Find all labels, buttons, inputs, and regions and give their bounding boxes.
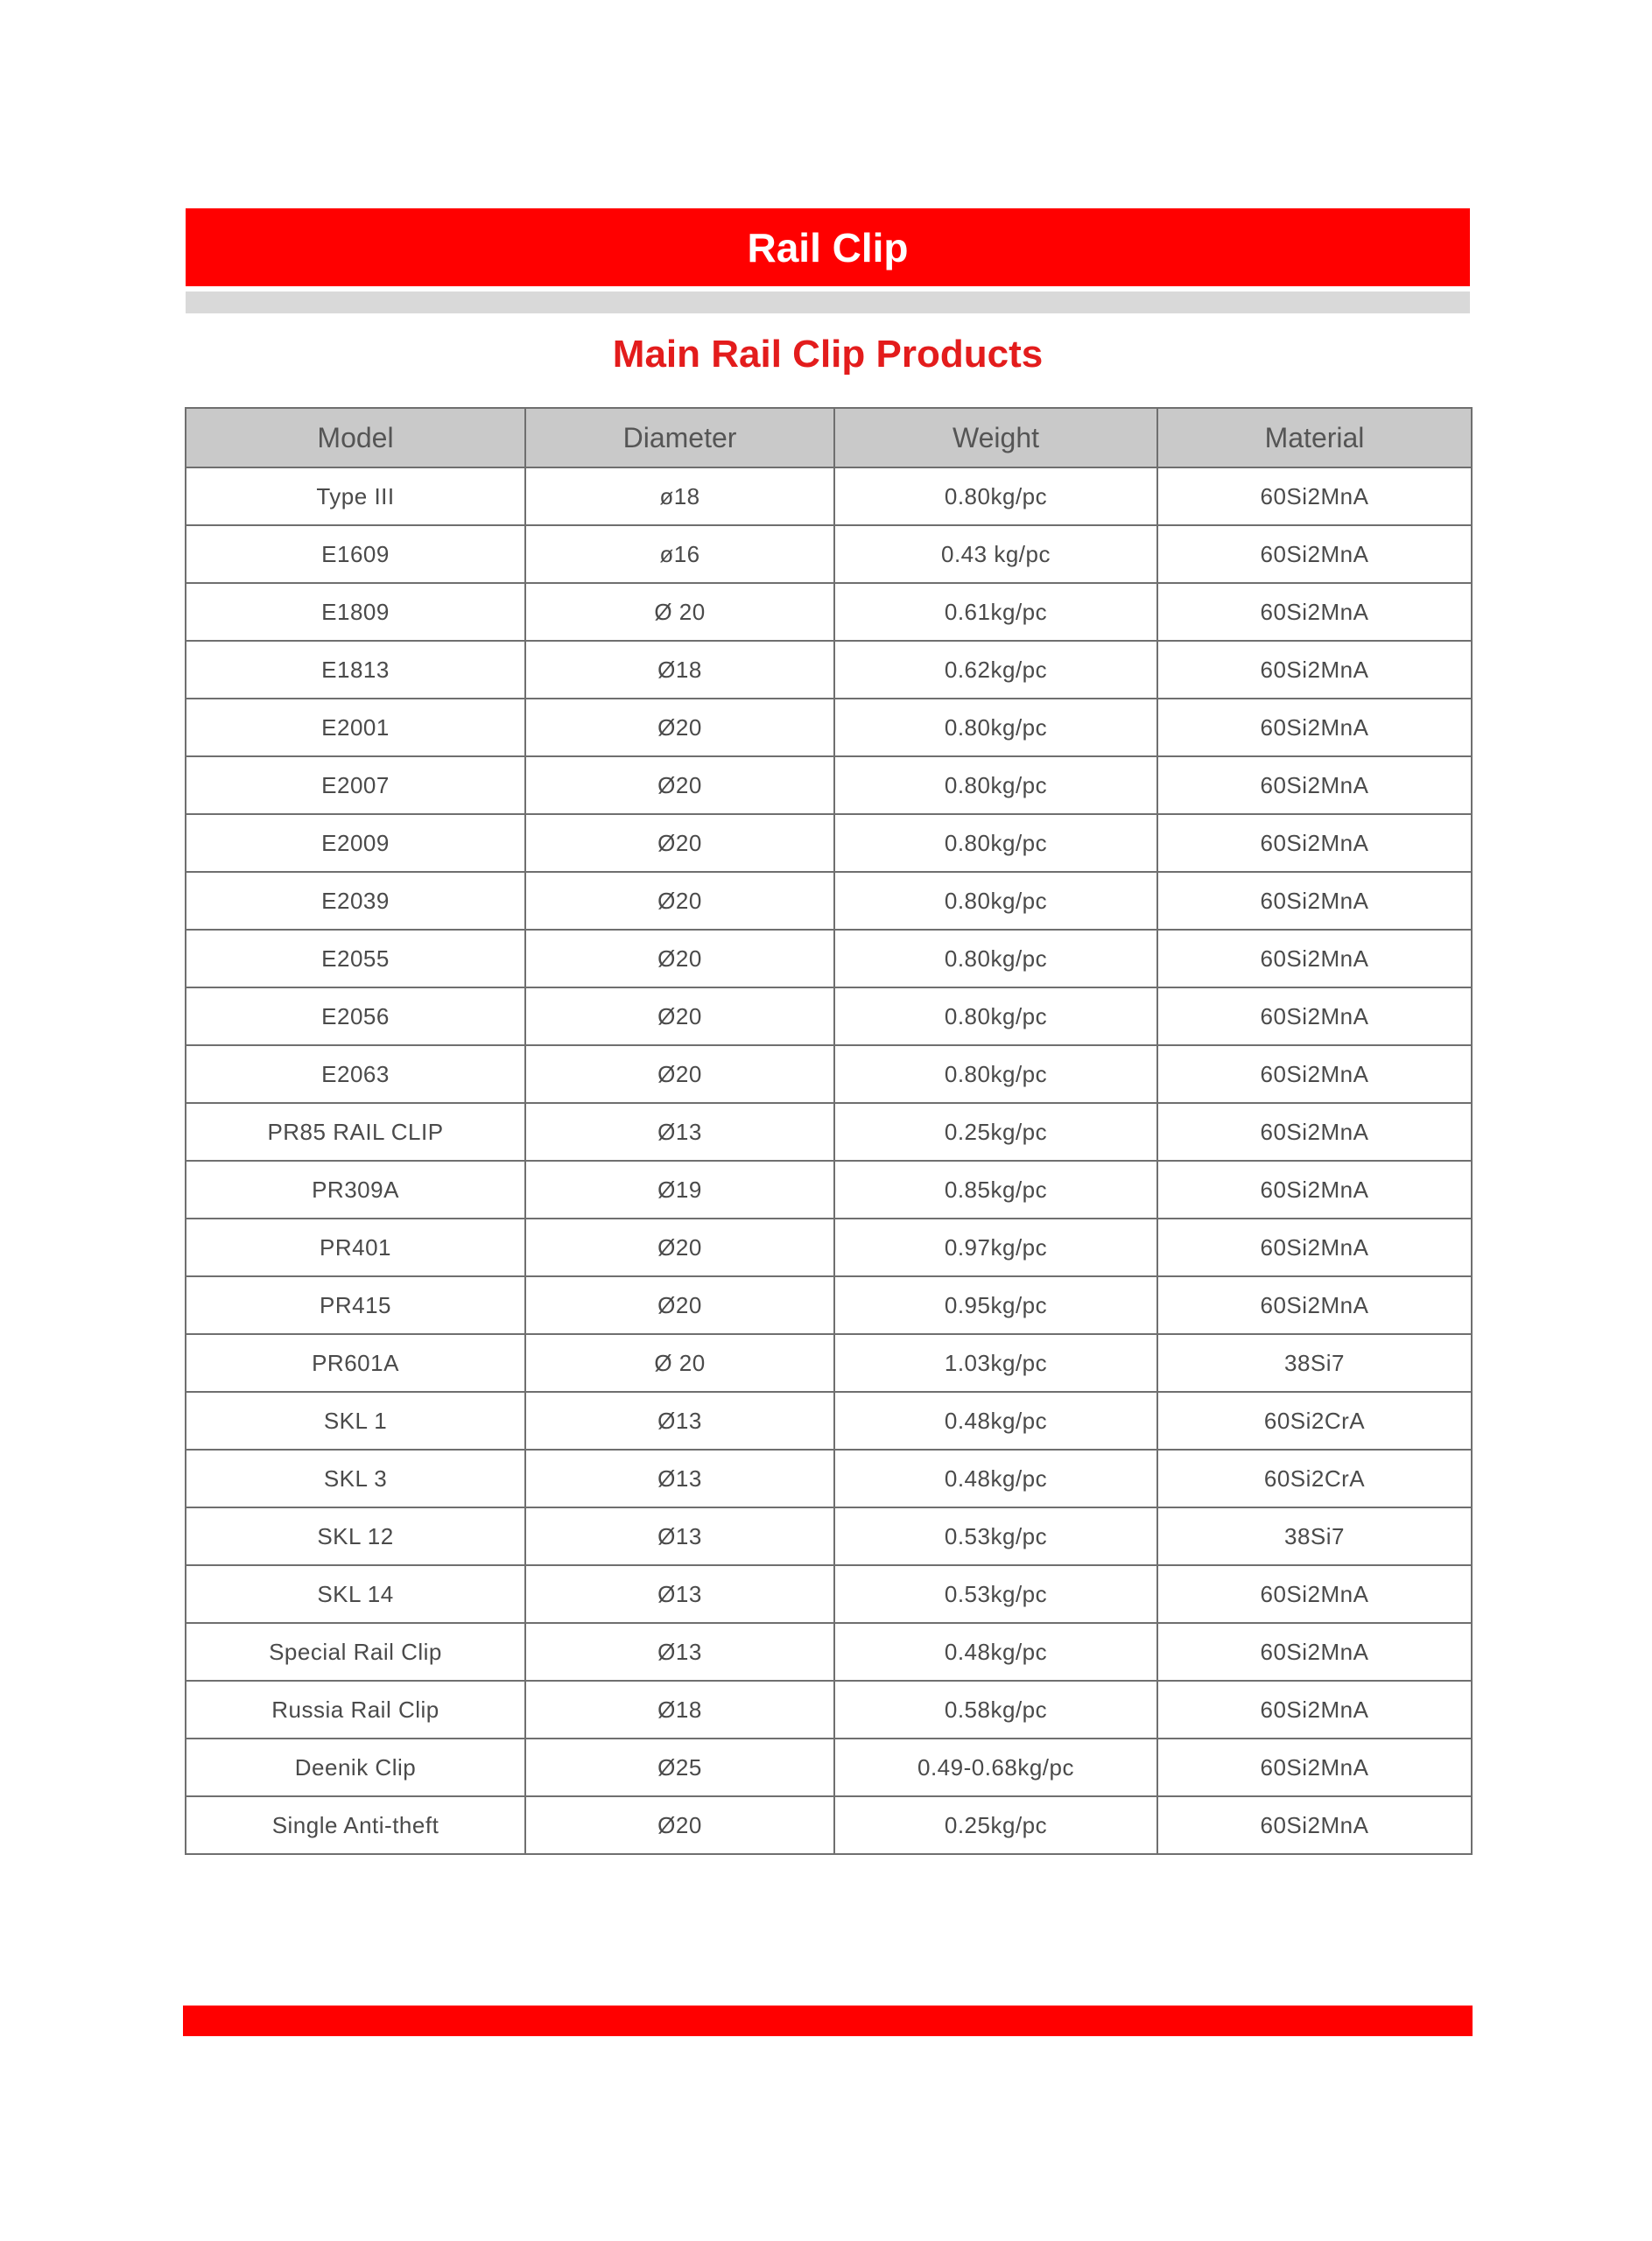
cell-model: SKL 3 xyxy=(186,1450,525,1507)
table-row xyxy=(186,1276,1472,1334)
cell-weight: 0.62kg/pc xyxy=(834,641,1157,699)
cell-weight: 0.48kg/pc xyxy=(834,1623,1157,1681)
cell-model: PR309A xyxy=(186,1161,525,1219)
table-row xyxy=(186,872,1472,930)
cell-weight: 0.25kg/pc xyxy=(834,1796,1157,1854)
table-row xyxy=(186,1681,1472,1739)
table-row xyxy=(186,1565,1472,1623)
cell-weight: 0.80kg/pc xyxy=(834,930,1157,987)
table-row xyxy=(186,525,1472,583)
cell-model: E2039 xyxy=(186,872,525,930)
cell-material: 60Si2MnA xyxy=(1157,641,1472,699)
cell-diameter: Ø25 xyxy=(525,1739,834,1796)
cell-weight: 0.43 kg/pc xyxy=(834,525,1157,583)
cell-model: Special Rail Clip xyxy=(186,1623,525,1681)
cell-diameter: Ø20 xyxy=(525,756,834,814)
cell-model: E1809 xyxy=(186,583,525,641)
table-row xyxy=(186,987,1472,1045)
table-row xyxy=(186,1045,1472,1103)
cell-material: 60Si2MnA xyxy=(1157,525,1472,583)
table-row xyxy=(186,699,1472,756)
table-row xyxy=(186,1219,1472,1276)
table-row xyxy=(186,1623,1472,1681)
cell-diameter: Ø18 xyxy=(525,1681,834,1739)
cell-diameter: Ø 20 xyxy=(525,1334,834,1392)
column-header-material: Material xyxy=(1157,408,1472,467)
cell-model: Type III xyxy=(186,467,525,525)
cell-material: 60Si2MnA xyxy=(1157,1103,1472,1161)
cell-model: SKL 12 xyxy=(186,1507,525,1565)
cell-model: E1813 xyxy=(186,641,525,699)
footer-bar xyxy=(183,2006,1473,2036)
section-title: Main Rail Clip Products xyxy=(612,333,1044,376)
table-row xyxy=(186,756,1472,814)
cell-model: Single Anti-theft xyxy=(186,1796,525,1854)
cell-model: E1609 xyxy=(186,525,525,583)
banner-divider-strip xyxy=(186,292,1470,313)
cell-weight: 0.53kg/pc xyxy=(834,1507,1157,1565)
cell-material: 60Si2MnA xyxy=(1157,1045,1472,1103)
table-row xyxy=(186,467,1472,525)
cell-diameter: Ø20 xyxy=(525,1219,834,1276)
cell-weight: 0.48kg/pc xyxy=(834,1450,1157,1507)
table-row xyxy=(186,1334,1472,1392)
cell-diameter: Ø20 xyxy=(525,987,834,1045)
cell-weight: 0.80kg/pc xyxy=(834,756,1157,814)
cell-material: 60Si2MnA xyxy=(1157,467,1472,525)
table-row xyxy=(186,1796,1472,1854)
cell-diameter: Ø13 xyxy=(525,1392,834,1450)
column-header-diameter: Diameter xyxy=(525,408,834,467)
cell-model: E2001 xyxy=(186,699,525,756)
cell-weight: 0.95kg/pc xyxy=(834,1276,1157,1334)
banner-title: Rail Clip xyxy=(747,224,909,270)
cell-material: 38Si7 xyxy=(1157,1507,1472,1565)
cell-weight: 0.80kg/pc xyxy=(834,814,1157,872)
cell-material: 38Si7 xyxy=(1157,1334,1472,1392)
cell-diameter: Ø13 xyxy=(525,1623,834,1681)
cell-model: E2055 xyxy=(186,930,525,987)
cell-weight: 0.80kg/pc xyxy=(834,1045,1157,1103)
cell-material: 60Si2MnA xyxy=(1157,756,1472,814)
cell-material: 60Si2MnA xyxy=(1157,583,1472,641)
table-header-row xyxy=(186,408,1472,467)
cell-weight: 0.61kg/pc xyxy=(834,583,1157,641)
table-row xyxy=(186,814,1472,872)
cell-weight: 0.80kg/pc xyxy=(834,987,1157,1045)
cell-model: PR601A xyxy=(186,1334,525,1392)
cell-diameter: ø16 xyxy=(525,525,834,583)
cell-weight: 1.03kg/pc xyxy=(834,1334,1157,1392)
cell-weight: 0.97kg/pc xyxy=(834,1219,1157,1276)
table-row xyxy=(186,1507,1472,1565)
cell-model: Deenik Clip xyxy=(186,1739,525,1796)
cell-material: 60Si2MnA xyxy=(1157,699,1472,756)
cell-diameter: ø18 xyxy=(525,467,834,525)
table-row xyxy=(186,930,1472,987)
cell-model: SKL 14 xyxy=(186,1565,525,1623)
cell-material: 60Si2MnA xyxy=(1157,930,1472,987)
column-header-model: Model xyxy=(186,408,525,467)
cell-diameter: Ø20 xyxy=(525,1276,834,1334)
table-row xyxy=(186,1450,1472,1507)
cell-weight: 0.80kg/pc xyxy=(834,699,1157,756)
cell-weight: 0.48kg/pc xyxy=(834,1392,1157,1450)
cell-material: 60Si2MnA xyxy=(1157,1219,1472,1276)
cell-material: 60Si2CrA xyxy=(1157,1392,1472,1450)
cell-material: 60Si2MnA xyxy=(1157,1161,1472,1219)
cell-diameter: Ø18 xyxy=(525,641,834,699)
cell-material: 60Si2MnA xyxy=(1157,1565,1472,1623)
cell-material: 60Si2MnA xyxy=(1157,1796,1472,1854)
page-banner xyxy=(186,208,1470,286)
products-table xyxy=(185,407,1473,1855)
cell-model: E2009 xyxy=(186,814,525,872)
cell-weight: 0.80kg/pc xyxy=(834,467,1157,525)
cell-material: 60Si2MnA xyxy=(1157,987,1472,1045)
cell-material: 60Si2MnA xyxy=(1157,1623,1472,1681)
table-row xyxy=(186,1103,1472,1161)
cell-diameter: Ø13 xyxy=(525,1565,834,1623)
cell-diameter: Ø20 xyxy=(525,814,834,872)
cell-material: 60Si2CrA xyxy=(1157,1450,1472,1507)
cell-weight: 0.58kg/pc xyxy=(834,1681,1157,1739)
cell-model: SKL 1 xyxy=(186,1392,525,1450)
cell-diameter: Ø19 xyxy=(525,1161,834,1219)
cell-model: E2056 xyxy=(186,987,525,1045)
table-row xyxy=(186,1739,1472,1796)
cell-diameter: Ø20 xyxy=(525,930,834,987)
cell-material: 60Si2MnA xyxy=(1157,872,1472,930)
cell-diameter: Ø 20 xyxy=(525,583,834,641)
cell-diameter: Ø13 xyxy=(525,1103,834,1161)
table-body xyxy=(186,467,1472,1854)
cell-model: E2063 xyxy=(186,1045,525,1103)
cell-material: 60Si2MnA xyxy=(1157,814,1472,872)
cell-weight: 0.80kg/pc xyxy=(834,872,1157,930)
table-row xyxy=(186,1392,1472,1450)
cell-diameter: Ø20 xyxy=(525,699,834,756)
cell-material: 60Si2MnA xyxy=(1157,1681,1472,1739)
table-row xyxy=(186,1161,1472,1219)
cell-model: PR401 xyxy=(186,1219,525,1276)
cell-model: PR415 xyxy=(186,1276,525,1334)
cell-model: E2007 xyxy=(186,756,525,814)
cell-model: PR85 RAIL CLIP xyxy=(186,1103,525,1161)
cell-diameter: Ø20 xyxy=(525,1045,834,1103)
cell-weight: 0.85kg/pc xyxy=(834,1161,1157,1219)
cell-material: 60Si2MnA xyxy=(1157,1739,1472,1796)
column-header-weight: Weight xyxy=(834,408,1157,467)
cell-material: 60Si2MnA xyxy=(1157,1276,1472,1334)
cell-diameter: Ø20 xyxy=(525,872,834,930)
cell-model: Russia Rail Clip xyxy=(186,1681,525,1739)
table-row xyxy=(186,641,1472,699)
cell-weight: 0.49-0.68kg/pc xyxy=(834,1739,1157,1796)
cell-diameter: Ø13 xyxy=(525,1507,834,1565)
cell-diameter: Ø13 xyxy=(525,1450,834,1507)
cell-weight: 0.53kg/pc xyxy=(834,1565,1157,1623)
cell-weight: 0.25kg/pc xyxy=(834,1103,1157,1161)
table-row xyxy=(186,583,1472,641)
cell-diameter: Ø20 xyxy=(525,1796,834,1854)
